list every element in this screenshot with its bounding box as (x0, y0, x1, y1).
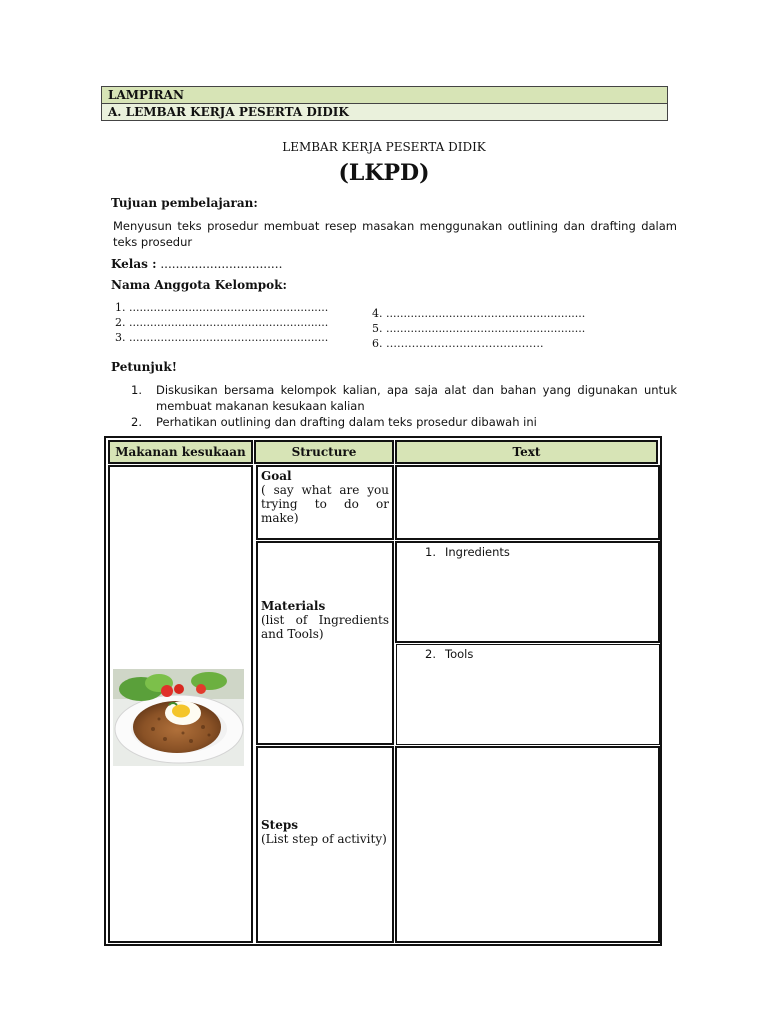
class-blank: ................................ (156, 257, 283, 271)
group-members-label: Nama Anggota Kelompok: (111, 278, 287, 292)
member-line-4: 4. ......................................................... (372, 307, 586, 320)
ingredients-label: Ingredients (445, 545, 510, 559)
instruction-item (131, 414, 677, 430)
class-field (111, 257, 282, 271)
instruction-number: 1. (131, 383, 142, 397)
steps-heading: Steps (261, 818, 298, 832)
instructions-list (131, 382, 677, 430)
member-line-5: 5. ......................................................... (372, 322, 586, 335)
tools-number: 2. (425, 647, 436, 661)
worksheet-acronym: (LKPD) (338, 160, 430, 186)
ingredients-text-cell[interactable] (395, 541, 660, 643)
steps-description: (List step of activity) (261, 832, 387, 846)
instructions-label: Petunjuk! (111, 360, 177, 374)
member-line-2: 2. ......................................................... (115, 316, 329, 329)
group-members-right (372, 306, 585, 351)
learning-objective-text: Menyusun teks prosedur membuat resep masakan menggunakan outlining dan drafting dalam teks prosedur (113, 219, 677, 249)
class-label: Kelas : (111, 257, 157, 271)
appendix-title: LAMPIRAN (102, 87, 667, 103)
tools-label: Tools (445, 647, 474, 661)
header-text: Text (395, 440, 658, 464)
materials-structure-cell (256, 541, 394, 745)
worksheet-title: LEMBAR KERJA PESERTA DIDIK (282, 140, 486, 154)
ingredients-number: 1. (425, 545, 436, 559)
materials-description: (list of Ingredients and Tools) (261, 613, 389, 641)
goal-heading: Goal (261, 469, 292, 483)
materials-heading: Materials (261, 599, 326, 613)
member-line-3: 3. ......................................................... (115, 331, 329, 344)
goal-description: ( say what are you trying to do or make) (261, 483, 389, 525)
goal-text-cell[interactable] (395, 465, 660, 540)
fried-rice-photo (113, 669, 244, 766)
steps-structure-cell (256, 746, 394, 943)
header-favorite-food: Makanan kesukaan (108, 440, 253, 464)
section-title: A. LEMBAR KERJA PESERTA DIDIK (102, 103, 667, 120)
appendix-header-box (101, 86, 668, 121)
instruction-item (131, 382, 677, 414)
instruction-number: 2. (131, 415, 142, 429)
instruction-text: Perhatikan outlining dan drafting dalam teks prosedur dibawah ini (156, 415, 537, 429)
steps-text-cell[interactable] (395, 746, 660, 943)
group-members-left (115, 300, 328, 345)
goal-structure-cell (256, 465, 394, 540)
member-line-6: 6. ……………………………………. (372, 337, 544, 350)
header-structure: Structure (254, 440, 394, 464)
instruction-text: Diskusikan bersama kelompok kalian, apa saja alat dan bahan yang digunakan untuk membuat makanan kesukaan kalian (156, 383, 677, 413)
learning-objective-label: Tujuan pembelajaran: (111, 196, 258, 210)
member-line-1: 1. ......................................................... (115, 301, 329, 314)
tools-text-cell[interactable] (396, 644, 660, 745)
